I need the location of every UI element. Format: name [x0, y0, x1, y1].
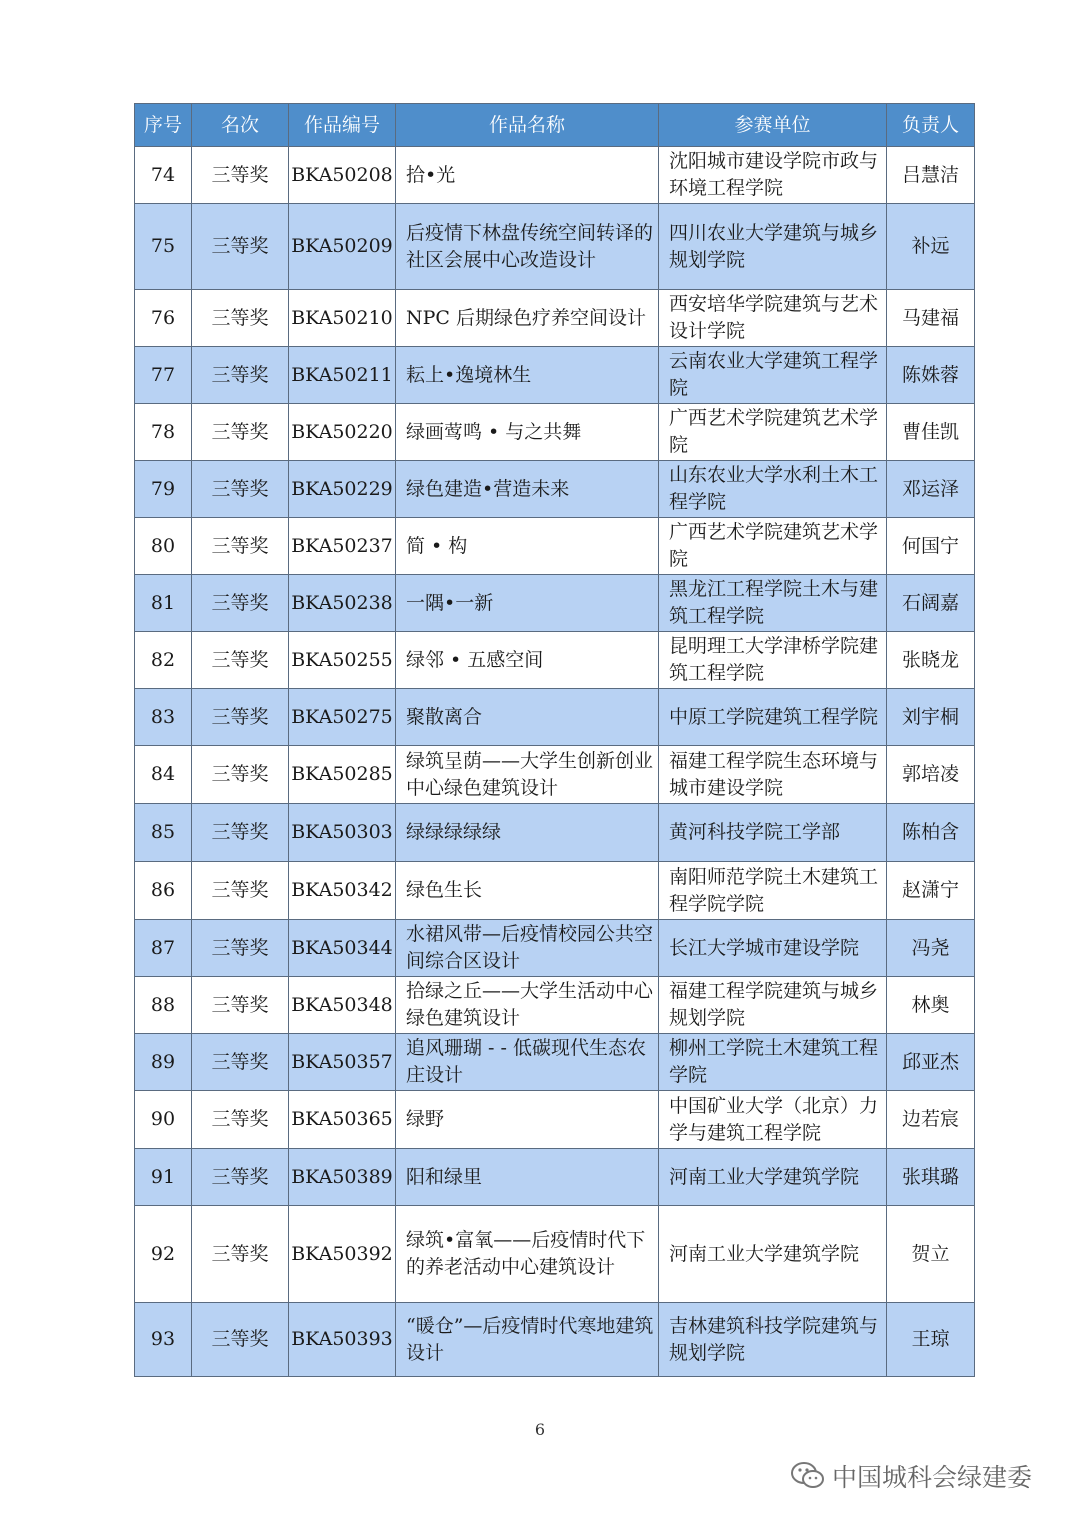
- cell-no: 85: [135, 804, 192, 862]
- cell-leader: 王琼: [887, 1303, 975, 1377]
- cell-leader: 吕慧洁: [887, 147, 975, 204]
- cell-leader: 郭培凌: [887, 746, 975, 804]
- cell-no: 86: [135, 862, 192, 920]
- table-row: [135, 404, 975, 461]
- table-row: [135, 347, 975, 404]
- cell-title: 聚散离合: [396, 689, 659, 746]
- cell-no: 76: [135, 290, 192, 347]
- cell-code: BKA50389: [289, 1149, 396, 1206]
- cell-leader: 边若宸: [887, 1091, 975, 1149]
- cell-title: “暖仓”—后疫情时代寒地建筑设计: [396, 1303, 659, 1377]
- cell-unit: 四川农业大学建筑与城乡规划学院: [659, 204, 887, 290]
- cell-rank: 三等奖: [192, 804, 289, 862]
- table-row: [135, 1149, 975, 1206]
- cell-code: BKA50342: [289, 862, 396, 920]
- wechat-icon: [790, 1460, 826, 1492]
- cell-rank: 三等奖: [192, 204, 289, 290]
- cell-code: BKA50357: [289, 1034, 396, 1091]
- cell-unit: 河南工业大学建筑学院: [659, 1149, 887, 1206]
- cell-title: 绿色生长: [396, 862, 659, 920]
- table-row: [135, 518, 975, 575]
- cell-rank: 三等奖: [192, 746, 289, 804]
- cell-unit: 河南工业大学建筑学院: [659, 1206, 887, 1303]
- table-body: [135, 147, 975, 1377]
- cell-leader: 补远: [887, 204, 975, 290]
- cell-leader: 陈姝蓉: [887, 347, 975, 404]
- cell-rank: 三等奖: [192, 518, 289, 575]
- cell-unit: 昆明理工大学津桥学院建筑工程学院: [659, 632, 887, 689]
- cell-unit: 中原工学院建筑工程学院: [659, 689, 887, 746]
- header-code: 作品编号: [289, 104, 396, 147]
- cell-rank: 三等奖: [192, 1149, 289, 1206]
- cell-rank: 三等奖: [192, 920, 289, 977]
- cell-unit: 南阳师范学院土木建筑工程学院学院: [659, 862, 887, 920]
- cell-rank: 三等奖: [192, 347, 289, 404]
- cell-rank: 三等奖: [192, 290, 289, 347]
- cell-code: BKA50393: [289, 1303, 396, 1377]
- table-row: [135, 804, 975, 862]
- cell-code: BKA50285: [289, 746, 396, 804]
- cell-rank: 三等奖: [192, 1034, 289, 1091]
- header-leader: 负责人: [887, 104, 975, 147]
- table-row: [135, 746, 975, 804]
- cell-unit: 西安培华学院建筑与艺术设计学院: [659, 290, 887, 347]
- cell-rank: 三等奖: [192, 147, 289, 204]
- cell-rank: 三等奖: [192, 689, 289, 746]
- cell-title: 耘上•逸境林生: [396, 347, 659, 404]
- cell-leader: 曹佳凯: [887, 404, 975, 461]
- cell-title: 绿画莺鸣 • 与之共舞: [396, 404, 659, 461]
- table-row: [135, 1034, 975, 1091]
- table-row: [135, 147, 975, 204]
- cell-leader: 邓运泽: [887, 461, 975, 518]
- cell-no: 84: [135, 746, 192, 804]
- cell-title: 一隅•一新: [396, 575, 659, 632]
- cell-code: BKA50220: [289, 404, 396, 461]
- cell-rank: 三等奖: [192, 632, 289, 689]
- cell-code: BKA50209: [289, 204, 396, 290]
- watermark-text: 中国城科会绿建委: [832, 1463, 1033, 1492]
- cell-no: 79: [135, 461, 192, 518]
- cell-leader: 贺立: [887, 1206, 975, 1303]
- cell-leader: 张晓龙: [887, 632, 975, 689]
- table-row: [135, 689, 975, 746]
- table-row: [135, 862, 975, 920]
- cell-title: 绿绿绿绿绿: [396, 804, 659, 862]
- table-row: [135, 461, 975, 518]
- cell-code: BKA50237: [289, 518, 396, 575]
- cell-code: BKA50348: [289, 977, 396, 1034]
- cell-unit: 黑龙江工程学院土木与建筑工程学院: [659, 575, 887, 632]
- table-header-row: [135, 104, 975, 147]
- cell-title: 绿筑呈荫——大学生创新创业中心绿色建筑设计: [396, 746, 659, 804]
- cell-no: 88: [135, 977, 192, 1034]
- cell-unit: 吉林建筑科技学院建筑与规划学院: [659, 1303, 887, 1377]
- cell-rank: 三等奖: [192, 977, 289, 1034]
- cell-code: BKA50229: [289, 461, 396, 518]
- cell-unit: 福建工程学院建筑与城乡规划学院: [659, 977, 887, 1034]
- table-row: [135, 204, 975, 290]
- cell-code: BKA50392: [289, 1206, 396, 1303]
- cell-rank: 三等奖: [192, 1303, 289, 1377]
- cell-code: BKA50211: [289, 347, 396, 404]
- cell-title: 绿色建造•营造未来: [396, 461, 659, 518]
- cell-no: 90: [135, 1091, 192, 1149]
- cell-no: 74: [135, 147, 192, 204]
- cell-leader: 马建福: [887, 290, 975, 347]
- cell-no: 78: [135, 404, 192, 461]
- cell-rank: 三等奖: [192, 862, 289, 920]
- cell-title: 拾绿之丘——大学生活动中心绿色建筑设计: [396, 977, 659, 1034]
- cell-code: BKA50238: [289, 575, 396, 632]
- cell-code: BKA50303: [289, 804, 396, 862]
- cell-unit: 长江大学城市建设学院: [659, 920, 887, 977]
- cell-no: 80: [135, 518, 192, 575]
- cell-leader: 刘宇桐: [887, 689, 975, 746]
- cell-code: BKA50344: [289, 920, 396, 977]
- cell-code: BKA50210: [289, 290, 396, 347]
- cell-code: BKA50255: [289, 632, 396, 689]
- cell-code: BKA50365: [289, 1091, 396, 1149]
- cell-rank: 三等奖: [192, 1091, 289, 1149]
- cell-unit: 云南农业大学建筑工程学院: [659, 347, 887, 404]
- cell-leader: 赵潇宁: [887, 862, 975, 920]
- table-row: [135, 290, 975, 347]
- header-unit: 参赛单位: [659, 104, 887, 147]
- cell-title: 追风珊瑚 - - 低碳现代生态农庄设计: [396, 1034, 659, 1091]
- cell-rank: 三等奖: [192, 1206, 289, 1303]
- table-row: [135, 1206, 975, 1303]
- table-row: [135, 632, 975, 689]
- cell-no: 91: [135, 1149, 192, 1206]
- cell-leader: 陈柏含: [887, 804, 975, 862]
- watermark: [790, 1456, 1060, 1496]
- cell-title: 拾•光: [396, 147, 659, 204]
- table-row: [135, 1091, 975, 1149]
- cell-no: 93: [135, 1303, 192, 1377]
- cell-no: 83: [135, 689, 192, 746]
- cell-title: 阳和绿里: [396, 1149, 659, 1206]
- cell-unit: 中国矿业大学（北京）力学与建筑工程学院: [659, 1091, 887, 1149]
- cell-leader: 冯尧: [887, 920, 975, 977]
- table-row: [135, 1303, 975, 1377]
- cell-title: 绿邻 • 五感空间: [396, 632, 659, 689]
- cell-title: 绿野: [396, 1091, 659, 1149]
- cell-leader: 张琪璐: [887, 1149, 975, 1206]
- header-no: 序号: [135, 104, 192, 147]
- cell-no: 77: [135, 347, 192, 404]
- cell-unit: 广西艺术学院建筑艺术学院: [659, 518, 887, 575]
- cell-title: 简 • 构: [396, 518, 659, 575]
- cell-unit: 黄河科技学院工学部: [659, 804, 887, 862]
- cell-unit: 柳州工学院土木建筑工程学院: [659, 1034, 887, 1091]
- cell-leader: 邱亚杰: [887, 1034, 975, 1091]
- cell-title: NPC 后期绿色疗养空间设计: [396, 290, 659, 347]
- header-rank: 名次: [192, 104, 289, 147]
- award-table: [134, 103, 975, 1377]
- header-title: 作品名称: [396, 104, 659, 147]
- cell-no: 89: [135, 1034, 192, 1091]
- cell-no: 92: [135, 1206, 192, 1303]
- table-row: [135, 575, 975, 632]
- cell-leader: 何国宁: [887, 518, 975, 575]
- cell-no: 82: [135, 632, 192, 689]
- cell-leader: 林奥: [887, 977, 975, 1034]
- cell-title: 绿筑•富氧——后疫情时代下的养老活动中心建筑设计: [396, 1206, 659, 1303]
- cell-unit: 沈阳城市建设学院市政与环境工程学院: [659, 147, 887, 204]
- cell-rank: 三等奖: [192, 461, 289, 518]
- page-number: 6: [534, 1420, 546, 1439]
- cell-unit: 广西艺术学院建筑艺术学院: [659, 404, 887, 461]
- cell-code: BKA50208: [289, 147, 396, 204]
- cell-leader: 石阔嘉: [887, 575, 975, 632]
- cell-code: BKA50275: [289, 689, 396, 746]
- cell-rank: 三等奖: [192, 404, 289, 461]
- cell-title: 后疫情下林盘传统空间转译的社区会展中心改造设计: [396, 204, 659, 290]
- cell-no: 87: [135, 920, 192, 977]
- cell-unit: 山东农业大学水利土木工程学院: [659, 461, 887, 518]
- cell-no: 81: [135, 575, 192, 632]
- table-row: [135, 920, 975, 977]
- cell-rank: 三等奖: [192, 575, 289, 632]
- cell-no: 75: [135, 204, 192, 290]
- cell-unit: 福建工程学院生态环境与城市建设学院: [659, 746, 887, 804]
- cell-title: 水裙风带—后疫情校园公共空间综合区设计: [396, 920, 659, 977]
- table-row: [135, 977, 975, 1034]
